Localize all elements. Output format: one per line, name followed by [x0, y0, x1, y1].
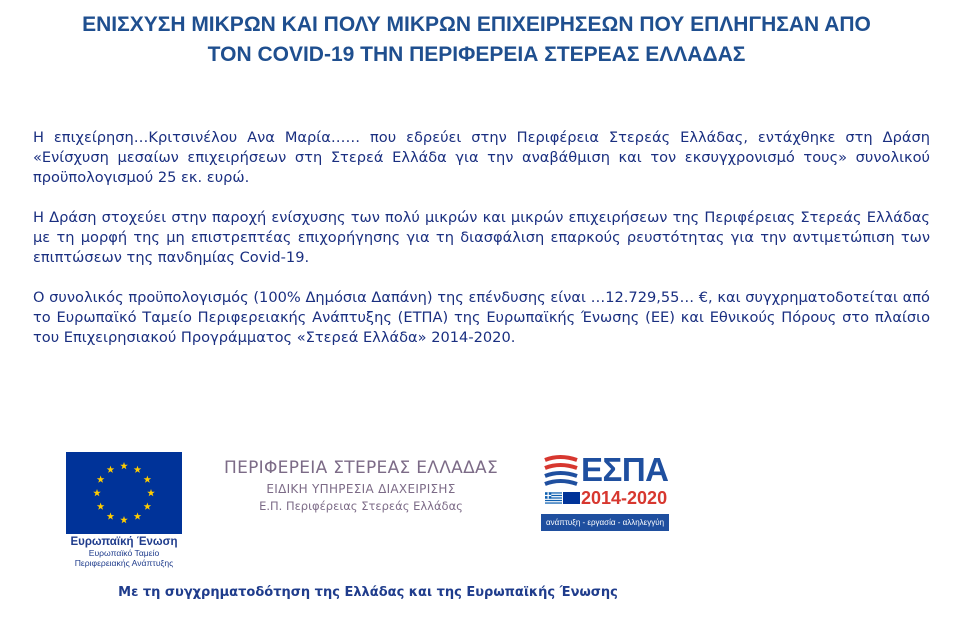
paragraph-3: Ο συνολικός προϋπολογισμός (100% Δημόσια Δαπάνη) της επένδυσης είναι …12.729,55… €, και συγχρηματοδοτείται από το Ευρωπαϊκό Ταμείο Περιφερειακής Ανάπτυξης (ΕΤΠΑ) της Ευρωπαϊκής Ένωσης (ΕΕ) και Εθνικούς Πόρους στο πλαίσιο του Επιχειρησιακού Προγράμματος «Στερεά Ελλάδα» 2014-2020.: [33, 289, 930, 346]
eu-sub-line-2: Περιφερειακής Ανάπτυξης: [74, 558, 174, 568]
page-title: [0, 10, 953, 70]
footer-cofunding: Με τη συγχρηματοδότηση της Ελλάδας και της Ευρωπαϊκής Ένωσης: [118, 585, 618, 600]
body-text: [33, 128, 930, 368]
espa-logo: [541, 452, 671, 534]
espa-word: ΕΣΠΑ: [581, 451, 669, 488]
eu-sub-line-1: Ευρωπαϊκό Ταμείο: [88, 548, 160, 558]
title-line-2: ΤΟΝ COVID-19 ΤΗΝ ΠΕΡΙΦΕΡΕΙΑ ΣΤΕΡΕΑΣ ΕΛΛΑΔΑΣ: [207, 43, 746, 66]
region-title: ΠΕΡΙΦΕΡΕΙΑ ΣΤΕΡΕΑΣ ΕΛΛΑΔΑΣ: [223, 458, 498, 478]
title-line-1: ΕΝΙΣΧΥΣΗ ΜΙΚΡΩΝ ΚΑΙ ΠΟΛΥ ΜΙΚΡΩΝ ΕΠΙΧΕΙΡΗΣΕΩΝ ΠΟΥ ΕΠΛΗΓΗΣΑΝ ΑΠΟ: [82, 13, 871, 36]
paragraph-1: Η επιχείρηση…Κριτσινέλου Ανα Μαρία…… που εδρεύει στην Περιφέρεια Στερεάς Ελλάδας, εντάχθηκε στη Δράση «Ενίσχυση μεσαίων επιχειρήσεων στη Στερεά Ελλάδα για την αναβάθμιση και τον εκσυγχρονισμό τους» συνολικού προϋπολογισμού 25 εκ. ευρώ.: [33, 129, 930, 186]
eu-logo: [66, 452, 182, 568]
eu-flag-icon: [66, 452, 182, 534]
espa-stripes-icon: [541, 454, 579, 488]
eu-name: Ευρωπαϊκή Ένωση: [70, 536, 178, 548]
paragraph-2: Η Δράση στοχεύει στην παροχή ενίσχυσης των πολύ μικρών και μικρών επιχειρήσεων της Περιφέρειας Στερεάς Ελλάδας με τη μορφή της μη επιστρεπτέας επιχορήγησης για τη διασφάλιση επαρκούς ρευστότητας για την αντιμετώπιση των επιπτώσεων της πανδημίας Covid-19.: [33, 209, 930, 266]
region-programme: Ε.Π. Περιφέρειας Στερεάς Ελλάδας: [259, 499, 463, 513]
region-managing-authority: ΕΙΔΙΚΗ ΥΠΗΡΕΣΙΑ ΔΙΑΧΕΙΡΙΣΗΣ: [266, 482, 456, 496]
espa-years: 2014-2020: [581, 488, 668, 508]
eu-mini-flag-icon: [563, 492, 580, 504]
greek-flag-icon: [545, 492, 562, 504]
espa-tagline: ανάπτυξη - εργασία - αλληλεγγύη: [541, 514, 669, 531]
region-logo: [196, 458, 526, 513]
